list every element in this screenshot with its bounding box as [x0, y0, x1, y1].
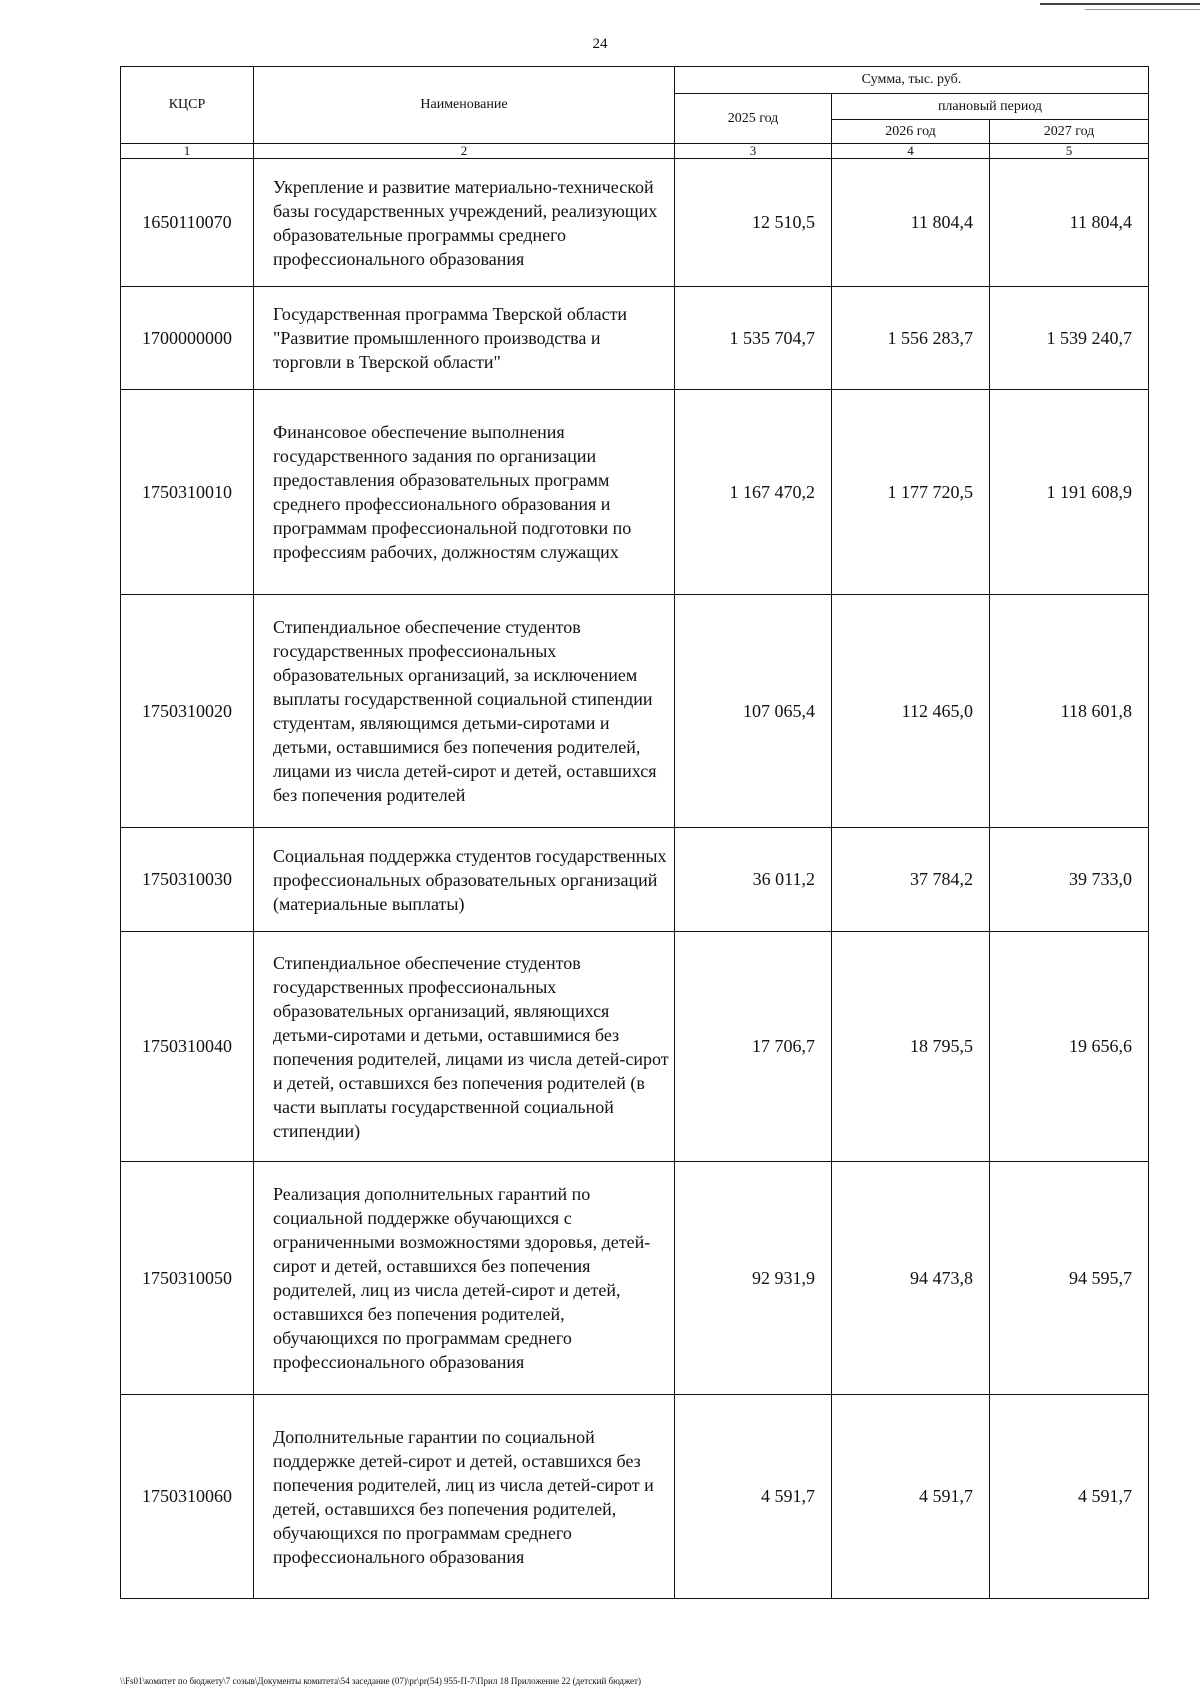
header-2026: 2026 год: [832, 120, 990, 144]
table-row: [121, 159, 1149, 287]
column-number: 2: [254, 144, 675, 159]
table-row: [121, 595, 1149, 828]
row-value-2026: 18 795,5: [832, 932, 990, 1162]
table-row-program: [121, 287, 1149, 390]
row-name: Социальная поддержка студентов государственных профессиональных образовательных организаций (материальные выплаты): [254, 828, 675, 932]
table-row: [121, 1395, 1149, 1599]
file-path-footer: \\Fs01\комитет по бюджету\7 созыв\Документы комитета\54 заседание (07)\pr\pr(54) 955-П-7\Прил 18 Приложение 22 (детский бюджет): [120, 1676, 641, 1686]
row-value-2026: 37 784,2: [832, 828, 990, 932]
row-name: Стипендиальное обеспечение студентов государственных профессиональных образовательных организаций, являющихся детьми-сиротами и детьми, оставшимися без попечения родителей, лицами из числа детей-сирот и детей, оставшихся без попечения родителей (в части выплаты государственной социальной стипендии): [254, 932, 675, 1162]
row-code: 1650110070: [121, 159, 254, 287]
column-number: 3: [675, 144, 832, 159]
row-value-2025: 12 510,5: [675, 159, 832, 287]
header-name: Наименование: [254, 67, 675, 144]
header-2027: 2027 год: [990, 120, 1149, 144]
column-number: 1: [121, 144, 254, 159]
scan-artifact: [1040, 3, 1200, 5]
row-code: 1750310020: [121, 595, 254, 828]
budget-table: [120, 66, 1149, 1599]
row-code: 1750310040: [121, 932, 254, 1162]
table-row: [121, 390, 1149, 595]
row-value-2026: 1 177 720,5: [832, 390, 990, 595]
column-number: 4: [832, 144, 990, 159]
row-value-2027: 19 656,6: [990, 932, 1149, 1162]
row-name: Государственная программа Тверской области "Развитие промышленного производства и торговли в Тверской области": [254, 287, 675, 390]
row-value-2026: 4 591,7: [832, 1395, 990, 1599]
row-value-2025: 1 167 470,2: [675, 390, 832, 595]
row-name: Укрепление и развитие материально-технической базы государственных учреждений, реализующих образовательные программы среднего профессионального образования: [254, 159, 675, 287]
row-value-2026: 1 556 283,7: [832, 287, 990, 390]
row-code: 1700000000: [121, 287, 254, 390]
row-name: Финансовое обеспечение выполнения государственного задания по организации предоставления образовательных программ среднего профессионального образования и программам профессиональной подготовки по профессиям рабочих, должностям служащих: [254, 390, 675, 595]
page-number: 24: [592, 36, 608, 52]
scan-artifact: [1085, 9, 1200, 10]
header-sum: Сумма, тыс. руб.: [675, 67, 1149, 94]
row-value-2027: 1 191 608,9: [990, 390, 1149, 595]
header-2025: 2025 год: [675, 94, 832, 144]
column-number: 5: [990, 144, 1149, 159]
table-header: [121, 67, 1149, 159]
row-name: Реализация дополнительных гарантий по социальной поддержке обучающихся с ограниченными возможностями здоровья, детей-сирот и детей, оставшихся без попечения родителей, лиц из числа детей-сирот и детей, оставшихся без попечения родителей, обучающихся по программам среднего профессионального образования: [254, 1162, 675, 1395]
row-code: 1750310010: [121, 390, 254, 595]
header-code: КЦСР: [121, 67, 254, 144]
row-value-2026: 112 465,0: [832, 595, 990, 828]
row-value-2025: 1 535 704,7: [675, 287, 832, 390]
row-value-2025: 107 065,4: [675, 595, 832, 828]
table-row: [121, 932, 1149, 1162]
row-value-2027: 1 539 240,7: [990, 287, 1149, 390]
row-value-2027: 118 601,8: [990, 595, 1149, 828]
row-code: 1750310060: [121, 1395, 254, 1599]
row-name: Дополнительные гарантии по социальной поддержке детей-сирот и детей, оставшихся без попечения родителей, лиц из числа детей-сирот и детей, оставшихся без попечения родителей, обучающихся по программам среднего профессионального образования: [254, 1395, 675, 1599]
row-value-2026: 94 473,8: [832, 1162, 990, 1395]
row-code: 1750310030: [121, 828, 254, 932]
column-number-row: [121, 144, 1149, 159]
row-value-2027: 4 591,7: [990, 1395, 1149, 1599]
row-code: 1750310050: [121, 1162, 254, 1395]
row-value-2026: 11 804,4: [832, 159, 990, 287]
table-row: [121, 828, 1149, 932]
row-value-2025: 92 931,9: [675, 1162, 832, 1395]
row-value-2025: 4 591,7: [675, 1395, 832, 1599]
row-value-2025: 17 706,7: [675, 932, 832, 1162]
table-row: [121, 1162, 1149, 1395]
row-name: Стипендиальное обеспечение студентов государственных профессиональных образовательных организаций, за исключением выплаты государственной социальной стипендии студентам, являющимся детьми-сиротами и детьми, оставшимися без попечения родителей, лицами из числа детей-сирот и детей, оставшихся без попечения родителей: [254, 595, 675, 828]
row-value-2027: 39 733,0: [990, 828, 1149, 932]
row-value-2027: 11 804,4: [990, 159, 1149, 287]
row-value-2025: 36 011,2: [675, 828, 832, 932]
row-value-2027: 94 595,7: [990, 1162, 1149, 1395]
header-planned-period: плановый период: [832, 94, 1149, 120]
